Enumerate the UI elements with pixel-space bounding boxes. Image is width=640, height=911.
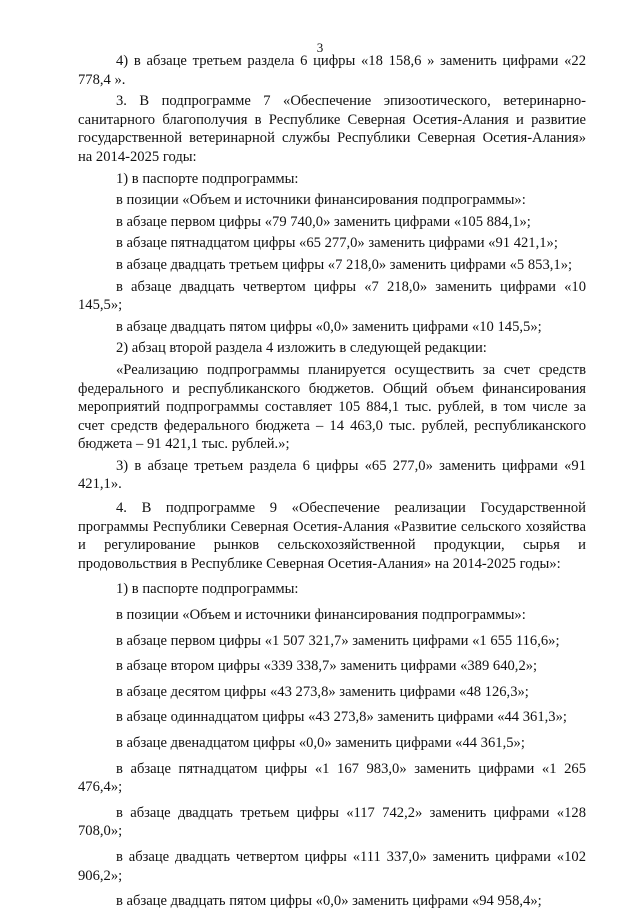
paragraph: 2) абзац второй раздела 4 изложить в следующей редакции: bbox=[116, 340, 487, 357]
paragraph: 1) в паспорте подпрограммы: bbox=[116, 170, 299, 187]
paragraph: в абзаце двадцать четвертом цифры «111 337,0» заменить цифрами «102 906,2»; bbox=[78, 848, 586, 884]
paragraph: в позиции «Объем и источники финансирования подпрограммы»: bbox=[116, 192, 526, 209]
paragraph: 4) в абзаце третьем раздела 6 цифры «18 158,6 » заменить цифрами «22 778,4 ». bbox=[78, 53, 586, 88]
paragraph: «Реализацию подпрограммы планируется осуществить за счет средств федерального и республиканского бюджетов. Общий объем финансирования мероприятий подпрограммы составляет 105 884,1 тыс. рублей, в том числе за счет средств федерального бюджета – 14 463,0 тыс. рублей, республиканского бюджета – 91 421,1 тыс. рублей.»; bbox=[78, 361, 586, 453]
paragraph: в абзаце двадцать пятом цифры «0,0» заменить цифрами «10 145,5»; bbox=[116, 318, 542, 335]
paragraph: в абзаце первом цифры «1 507 321,7» заменить цифрами «1 655 116,6»; bbox=[116, 632, 560, 649]
paragraph: в абзаце двадцать третьем цифры «7 218,0» заменить цифрами «5 853,1»; bbox=[116, 256, 573, 273]
paragraph: в абзаце втором цифры «339 338,7» заменить цифрами «389 640,2»; bbox=[116, 658, 538, 675]
paragraph: в абзаце первом цифры «79 740,0» заменить цифрами «105 884,1»; bbox=[116, 213, 531, 230]
paragraph: в абзаце двадцать третьем цифры «117 742,2» заменить цифрами «128 708,0»; bbox=[78, 804, 586, 840]
paragraph: в абзаце пятнадцатом цифры «1 167 983,0» заменить цифрами «1 265 476,4»; bbox=[78, 760, 586, 796]
paragraph: в позиции «Объем и источники финансирования подпрограммы»: bbox=[116, 607, 526, 624]
paragraph: 3) в абзаце третьем раздела 6 цифры «65 277,0» заменить цифрами «91 421,1». bbox=[78, 457, 586, 493]
page-number: 3 bbox=[316, 40, 324, 55]
paragraph: в абзаце пятнадцатом цифры «65 277,0» заменить цифрами «91 421,1»; bbox=[116, 235, 558, 252]
paragraph: в абзаце двенадцатом цифры «0,0» заменить цифрами «44 361,5»; bbox=[116, 735, 525, 751]
paragraph: 3. В подпрограмме 7 «Обеспечение эпизоотического, ветеринарно-санитарного благополучия в Республике Северная Осетия-Алания и развитие государственной ветеринарной службы Республики Северная Осетия-Алания» на 2014-2025 годы: bbox=[78, 93, 586, 165]
paragraph: в абзаце одиннадцатом цифры «43 273,8» заменить цифрами «44 361,3»; bbox=[116, 709, 567, 726]
paragraph: 1) в паспорте подпрограммы: bbox=[116, 581, 299, 598]
paragraph: в абзаце двадцать четвертом цифры «7 218,0» заменить цифрами «10 145,5»; bbox=[78, 278, 586, 314]
paragraph: в абзаце десятом цифры «43 273,8» заменить цифрами «48 126,3»; bbox=[116, 683, 529, 700]
paragraph: 4. В подпрограмме 9 «Обеспечение реализации Государственной программы Республики Северная Осетия-Алания «Развитие сельского хозяйства и регулирование рынков сельскохозяйственной продукции, сырья и продовольствия в Республике Северная Осетия-Алания» на 2014-2025 годы»: bbox=[78, 500, 586, 572]
document-body bbox=[78, 52, 586, 911]
paragraph: в абзаце двадцать пятом цифры «0,0» заменить цифрами «94 958,4»; bbox=[116, 893, 542, 910]
